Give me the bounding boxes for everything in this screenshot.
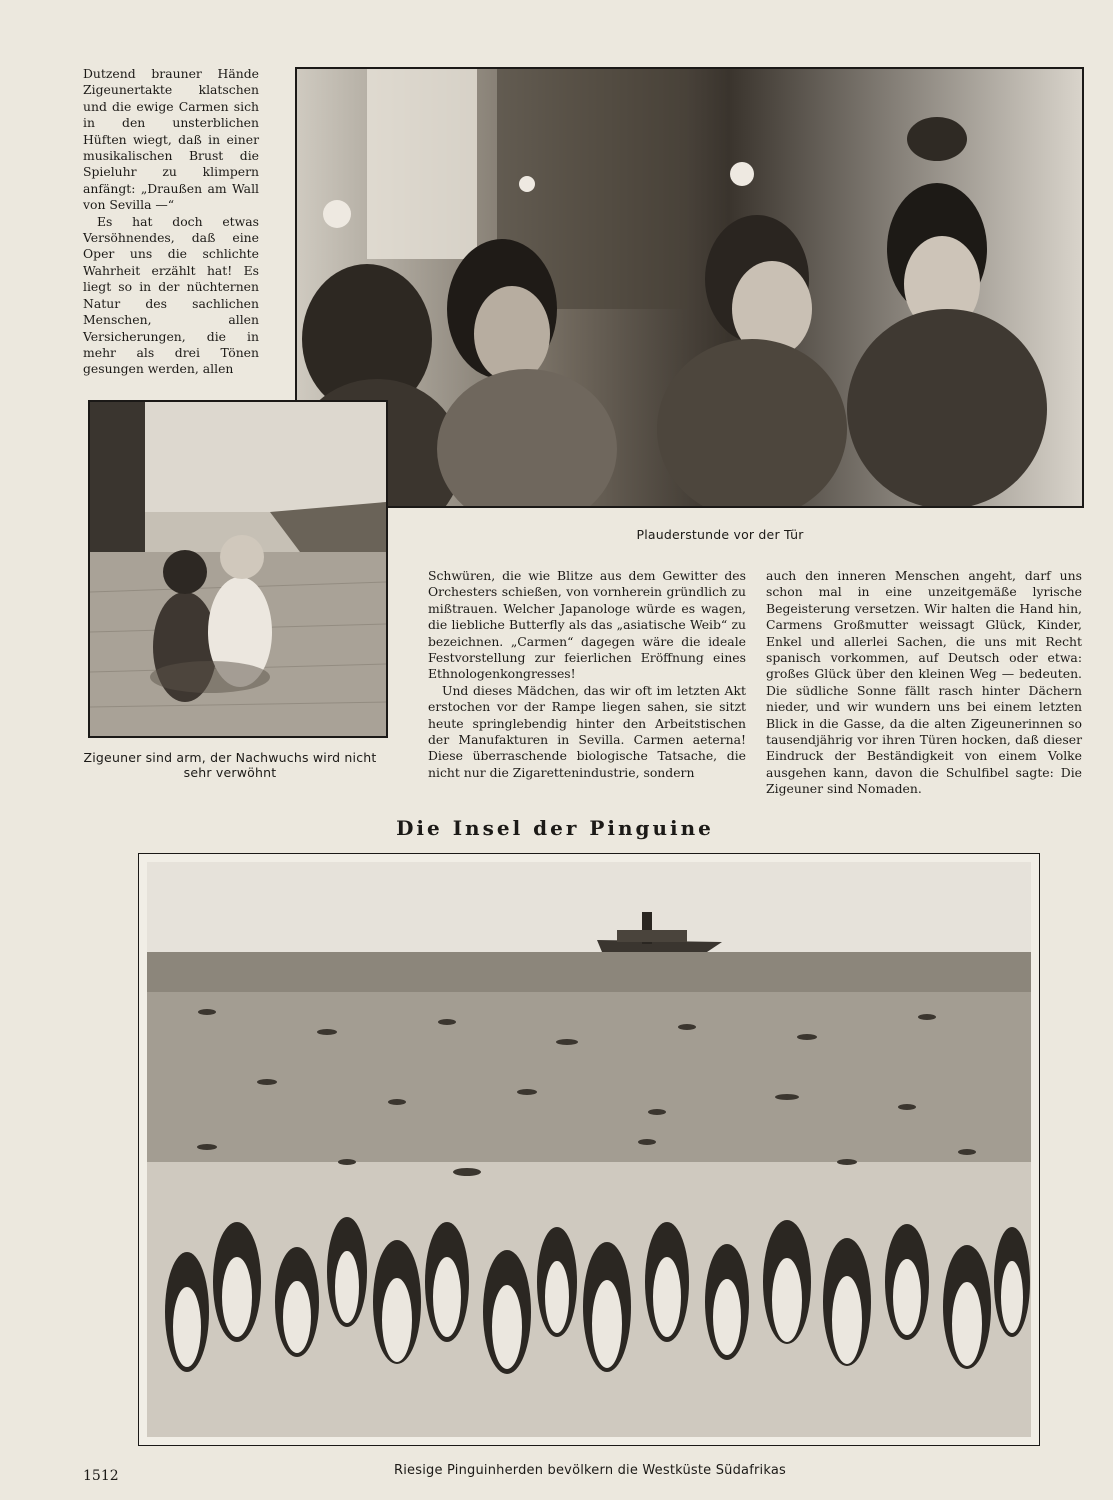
paragraph: Dutzend brauner Hände Zigeunertakte klatschen und die ewige Carmen sich in den unsterblichen Hüften wiegt, daß in einer musikalischen Brust die Spieluhr zu klimpern anfängt: „Draußen am Wall von Sevilla —“ xyxy=(83,66,259,213)
top-left-text-column xyxy=(83,66,259,378)
photo-children-caption: Zigeuner sind arm, der Nachwuchs wird nicht sehr verwöhnt xyxy=(83,750,377,780)
middle-text-column xyxy=(428,568,746,781)
photo-women-image xyxy=(297,69,1082,506)
section-heading: Die Insel der Pinguine xyxy=(396,816,714,840)
paragraph: Schwüren, die wie Blitze aus dem Gewitter des Orchesters schießen, von vornherein gründlich zu mißtrauen. Welcher Japanologe würde es wagen, die liebliche Butterfly als das „asiatische Weib“ zu bezeichnen. „Carmen“ dagegen wäre die ideale Festvorstellung zur feierlichen Eröffnung eines Ethnologenkongresses! xyxy=(428,568,746,682)
right-text-column xyxy=(766,568,1082,798)
photo-penguins-caption: Riesige Pinguinherden bevölkern die Westküste Südafrikas xyxy=(394,1463,786,1478)
paragraph: Und dieses Mädchen, das wir oft im letzten Akt erstochen vor der Rampe liegen sahen, sie sitzt heute springlebendig hinter den Arbeitstischen der Manufakturen in Sevilla. Carmen aeterna! Diese überraschende biologische Tatsache, die nicht nur die Zigarettenindustrie, sondern xyxy=(428,682,746,780)
paragraph: auch den inneren Menschen angeht, darf uns schon mal in eine unzeitgemäße lyrische Begeisterung versetzen. Wir halten die Hand hin, Carmens Großmutter weissagt Glück, Kinder, Enkel und allerlei Sachen, die uns mit Recht spanisch vorkommen, auf Deutsch oder etwa: großes Glück über den kleinen Weg — bedeuten. Die südliche Sonne fällt rasch hinter Dächern nieder, und wir wundern uns bei einem letzten Blick in die Gasse, da die alten Zigeunerinnen so tausendjährig vor ihren Türen hocken, daß dieser Eindruck der Beständigkeit von einem Volke ausgehen kann, davon die Schulfibel sagte: Die Zigeuner sind Nomaden. xyxy=(766,568,1082,797)
page-number: 1512 xyxy=(83,1468,119,1484)
photo-penguins-image xyxy=(147,862,1031,1437)
photo-children xyxy=(88,400,388,738)
photo-penguins xyxy=(138,853,1040,1446)
photo-women-chatting xyxy=(295,67,1084,508)
photo-women-caption: Plauderstunde vor der Tür xyxy=(636,527,804,542)
photo-children-image xyxy=(90,402,386,736)
paragraph: Es hat doch etwas Versöhnendes, daß eine Oper uns die schlichte Wahrheit erzählt hat! Es liegt so in der nüchternen Natur des sachlichen Menschen, allen Versicherungen, die in mehr als drei Tönen gesungen werden, allen xyxy=(83,213,259,377)
